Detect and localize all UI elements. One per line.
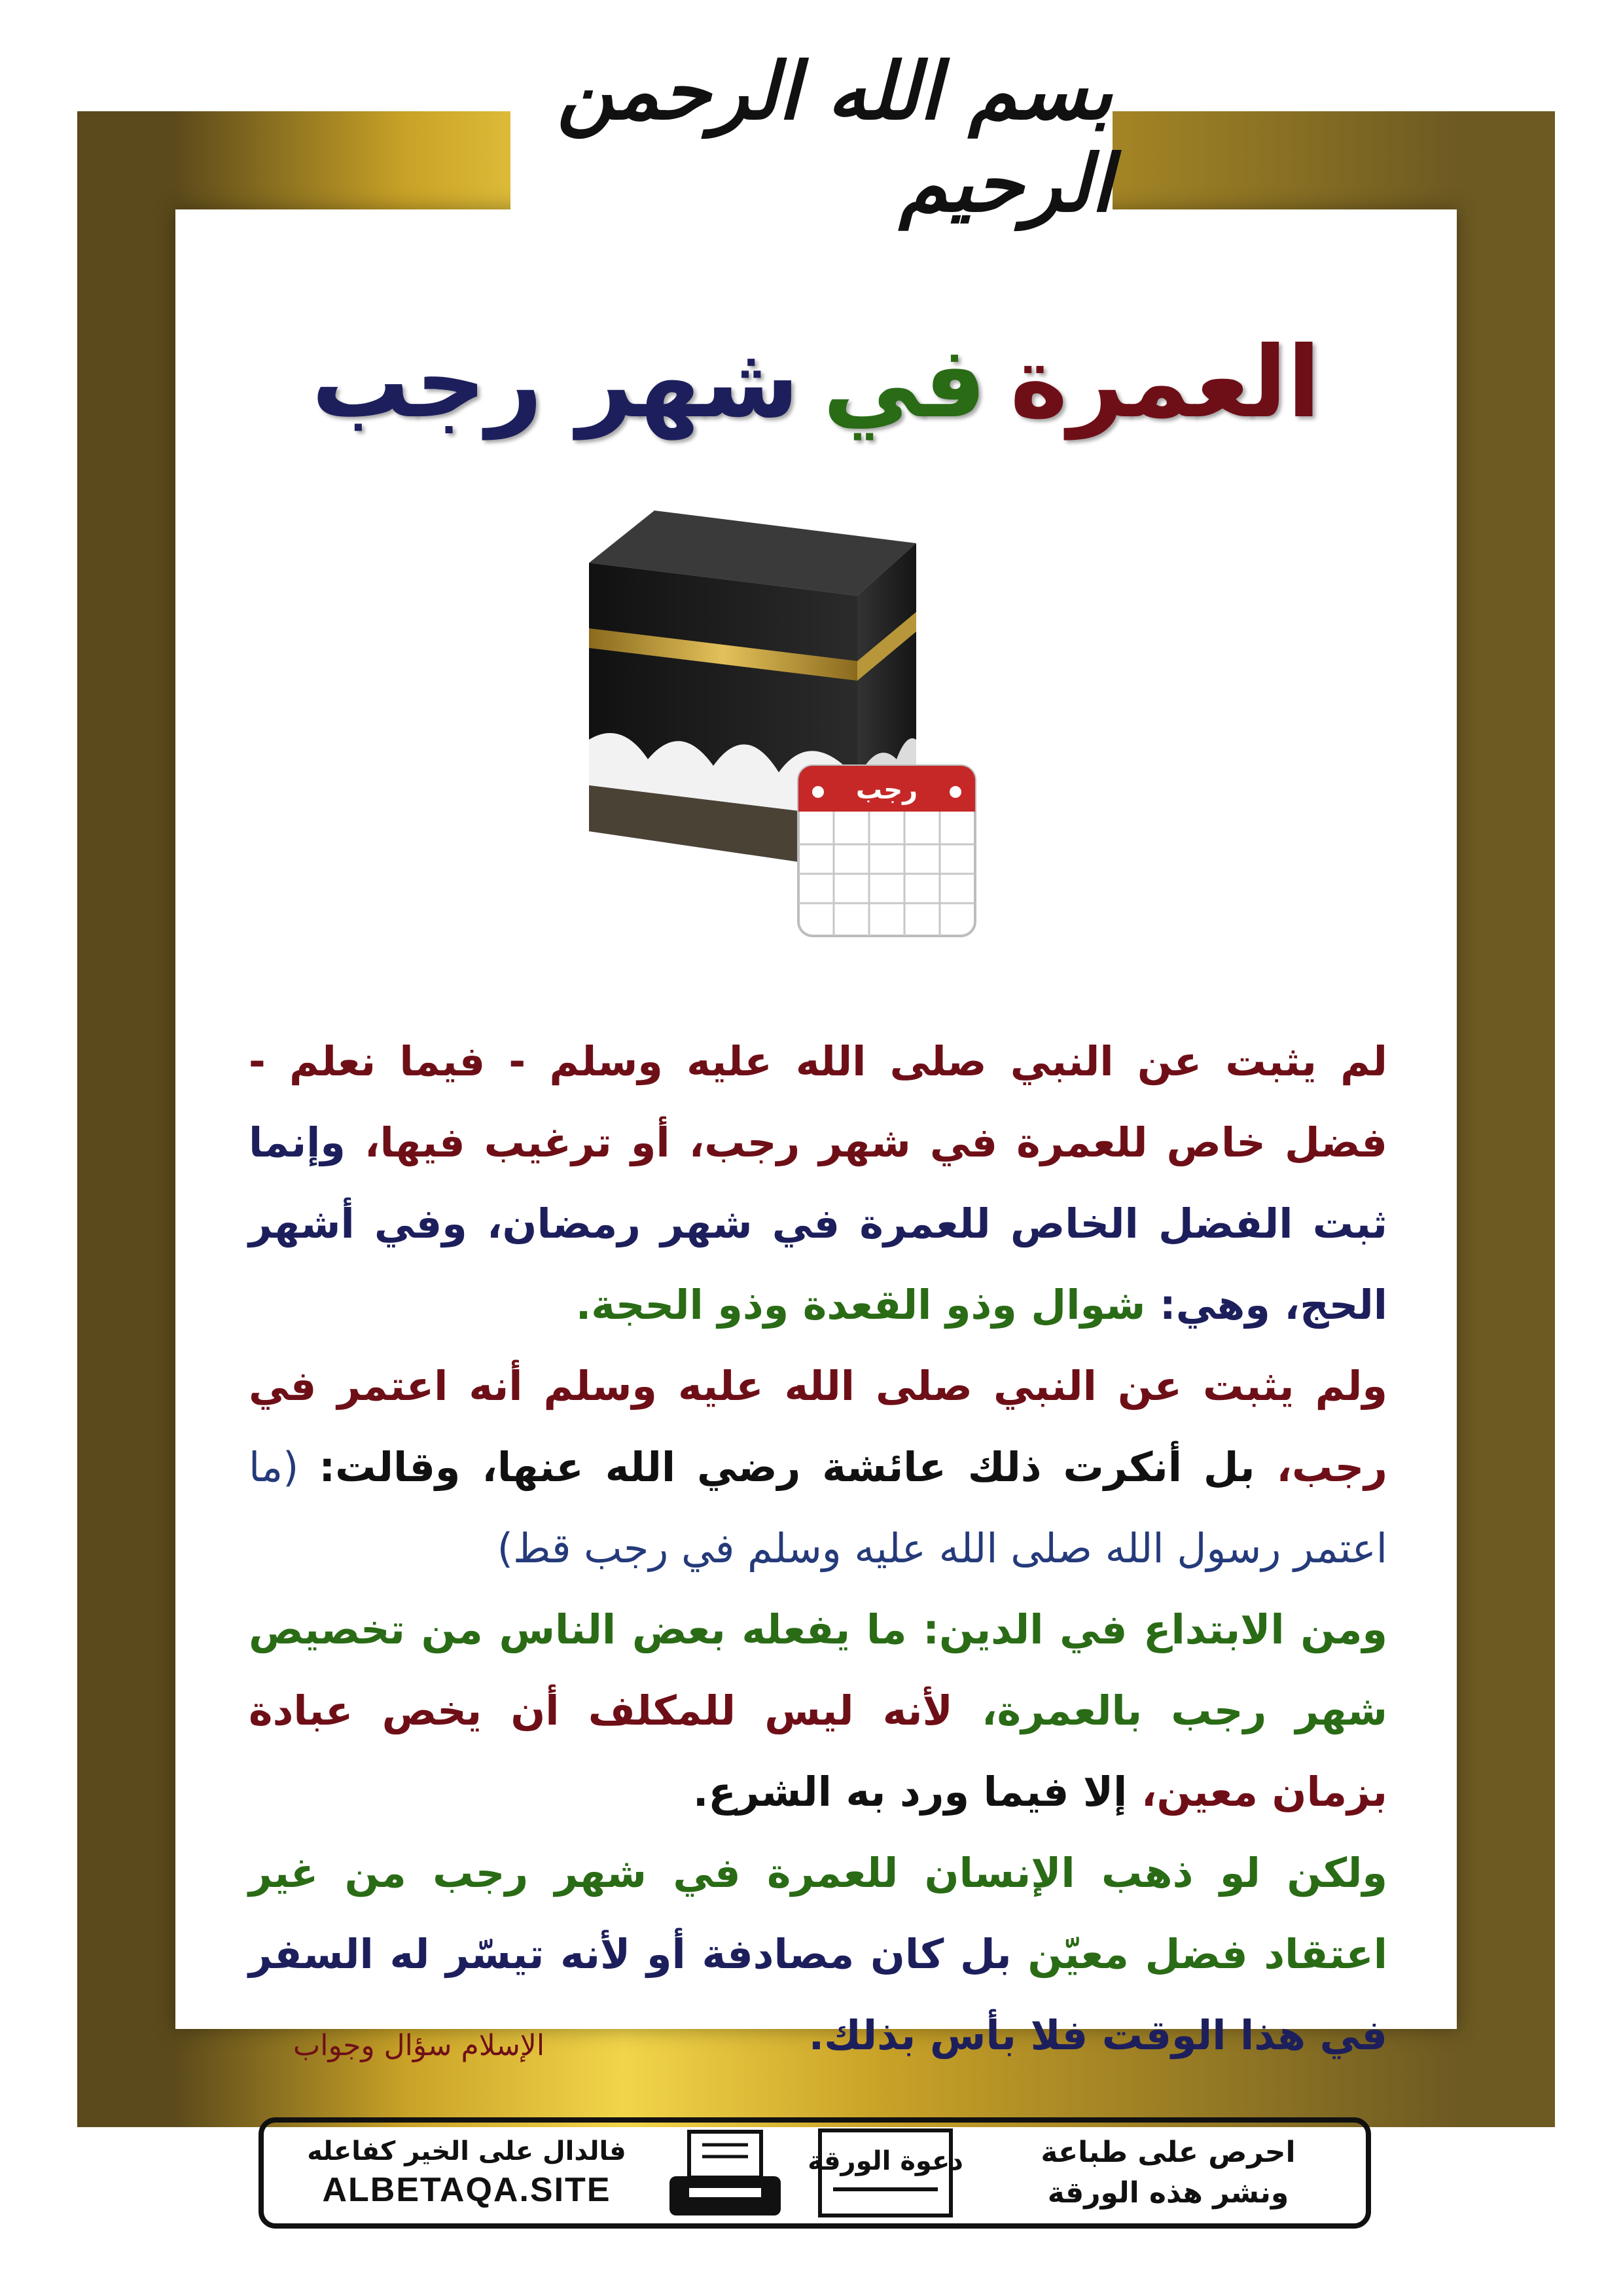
paragraph-1 xyxy=(249,1021,1387,1346)
p3-part-c: إلا فيما ورد به الشرع. xyxy=(692,1768,1141,1816)
paragraph-3 xyxy=(249,1589,1387,1833)
p4-part-b: بل كان مصادفة أو لأنه تيسّر له السفر في هذا الوقت فلا بأس بذلك. xyxy=(249,1930,1387,2059)
basmala-calligraphy: بسم الله الرحمن الرحيم xyxy=(557,45,1113,230)
logo-text: دعوة الورقة xyxy=(808,2146,963,2176)
footer-site-link[interactable]: ALBETAQA.SITE xyxy=(322,2171,611,2209)
p2-part-a: ولم يثبت عن النبي صلى الله عليه وسلم أنه اعتمر في رجب، xyxy=(249,1362,1387,1491)
calendar-icon xyxy=(798,766,975,936)
footer-slogan-block xyxy=(264,2136,669,2210)
printer-icon xyxy=(669,2132,781,2215)
p1-part-a: لم يثبت عن النبي صلى الله عليه وسلم - فيما نعلم - فضل خاص للعمرة في شهر رجب، أو ترغيب فيها، xyxy=(249,1037,1387,1166)
p3-part-b: لأنه ليس للمكلف أن يخص عبادة بزمان معين، xyxy=(249,1687,1387,1816)
footer-banner xyxy=(259,2117,1371,2229)
article-body xyxy=(249,1021,1387,2076)
kaaba-calendar-illustration xyxy=(550,504,1008,949)
p1-part-b: وإنما ثبت الفضل الخاص للعمرة في شهر رمضان، وفي أشهر الحج، وهي: xyxy=(249,1119,1387,1329)
p1-part-c: شوال وذو القعدة وذو الحجة. xyxy=(575,1281,1160,1329)
p4-part-a: ولكن لو ذهب الإنسان للعمرة في شهر رجب من غير اعتقاد فضل معيّن xyxy=(249,1849,1387,1978)
paragraph-2 xyxy=(249,1346,1387,1589)
footer-icons xyxy=(669,2124,971,2222)
p3-part-a: ومن الابتداع في الدين: ما يفعله بعض الناس من تخصيص شهر رجب بالعمرة، xyxy=(249,1605,1387,1734)
page-title xyxy=(175,308,1457,458)
footer-print-line2: ونشر هذه الورقة xyxy=(1047,2176,1289,2210)
source-credit: الإسلام سؤال وجواب xyxy=(293,2029,545,2062)
dawah-logo xyxy=(808,2130,963,2215)
calendar-month-label: رجب xyxy=(855,775,918,805)
p2-part-b: بل أنكرت ذلك عائشة رضي الله عنها، وقالت: xyxy=(319,1443,1277,1491)
p2-part-c: (ما اعتمر رسول الله صلى الله عليه وسلم في رجب قط) xyxy=(249,1443,1387,1572)
title-part-in: في xyxy=(823,326,987,440)
title-part-rajab: شهر رجب xyxy=(311,326,800,440)
footer-slogan: فالدال على الخير كفاعله xyxy=(307,2136,626,2166)
footer-print-line1: احرص على طباعة xyxy=(1041,2136,1296,2169)
title-part-umrah: العمرة xyxy=(1010,326,1321,440)
footer-print-note xyxy=(971,2132,1366,2214)
